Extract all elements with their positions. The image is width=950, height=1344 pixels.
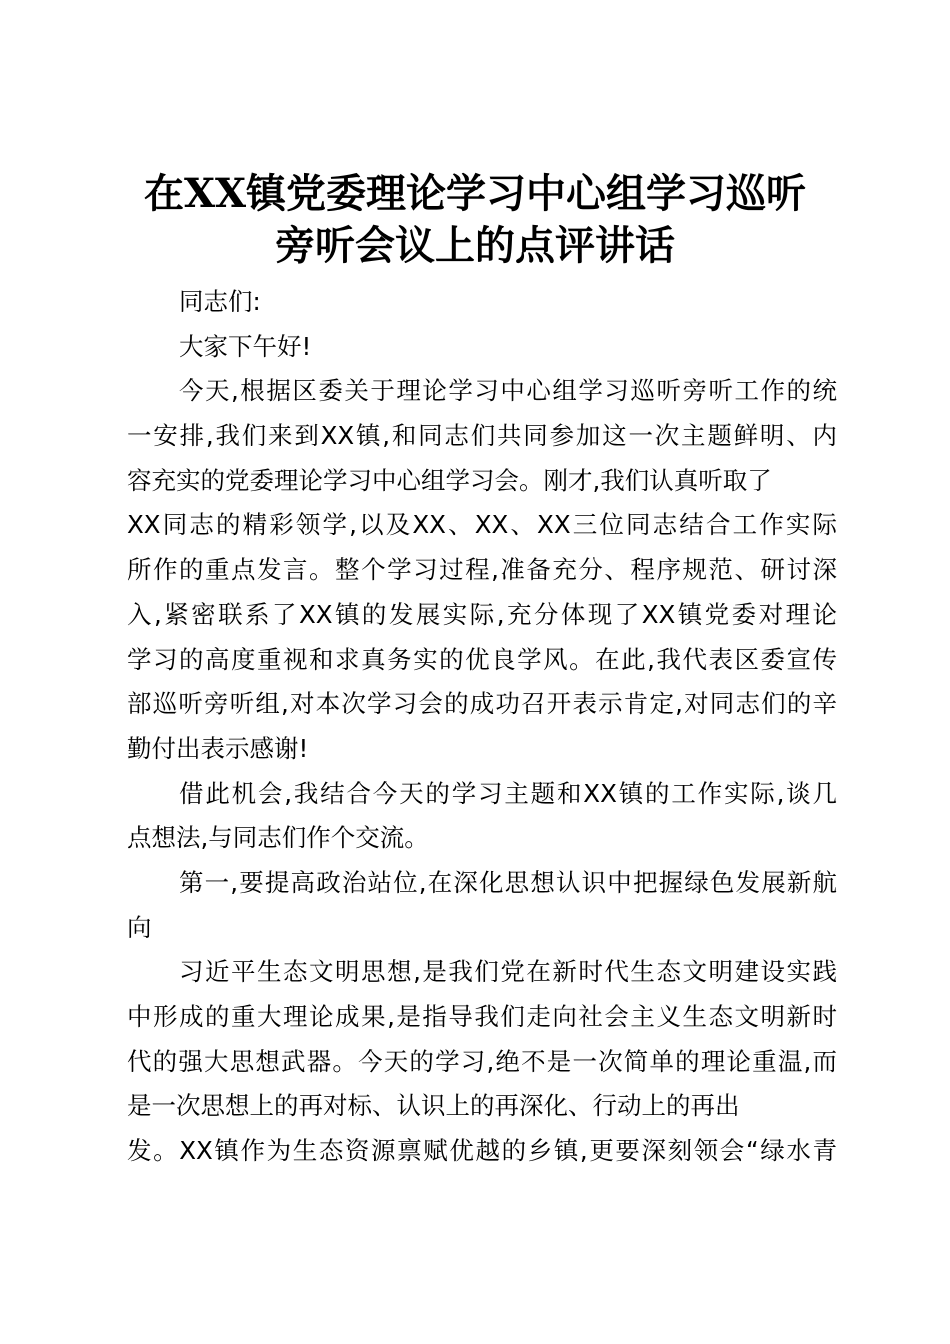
section-heading: 向 <box>127 912 152 942</box>
paragraph-line: 勤付出表示感谢! <box>127 733 309 763</box>
paragraph-line: 中形成的重大理论成果,是指导我们走向社会主义生态文明新时 <box>127 1002 837 1031</box>
paragraph-line: 容充实的党委理论学习中心组学习会。刚才,我们认真听取了 <box>127 465 772 495</box>
section-heading: 第一,要提高政治站位,在深化思想认识中把握绿色发展新航 <box>179 867 837 897</box>
paragraph-line: 学习的高度重视和求真务实的优良学风。在此,我代表区委宣传 <box>127 644 837 674</box>
document-body <box>127 280 837 1174</box>
paragraph-line: 代的强大思想武器。今天的学习,绝不是一次简单的理论重温,而 <box>127 1046 837 1076</box>
paragraph-line: 点想法,与同志们作个交流。 <box>127 823 429 853</box>
paragraph-line: 入,紧密联系了XX镇的发展实际,充分体现了XX镇党委对理论 <box>127 599 837 629</box>
paragraph-line: 借此机会,我结合今天的学习主题和XX镇的工作实际,谈几 <box>179 778 837 808</box>
salutation: 同志们: <box>179 287 261 316</box>
document-title-line-2: 旁听会议上的点评讲话 <box>275 222 675 269</box>
paragraph-line: XX同志的精彩领学,以及XX、XX、XX三位同志结合工作实际 <box>127 510 837 540</box>
paragraph-line: 是一次思想上的再对标、认识上的再深化、行动上的再出 <box>127 1091 740 1121</box>
paragraph-line: 所作的重点发言。整个学习过程,准备充分、程序规范、研讨深 <box>127 555 837 585</box>
greeting: 大家下午好! <box>179 331 312 361</box>
paragraph-line: 习近平生态文明思想,是我们党在新时代生态文明建设实践 <box>179 957 837 987</box>
paragraph-line: 部巡听旁听组,对本次学习会的成功召开表示肯定,对同志们的辛 <box>127 689 837 719</box>
paragraph-line: 一安排,我们来到XX镇,和同志们共同参加这一次主题鲜明、内 <box>127 421 837 451</box>
document-title-line-1: 在XX镇党委理论学习中心组学习巡听 <box>143 170 807 217</box>
paragraph-line: 发。XX镇作为生态资源禀赋优越的乡镇,更要深刻领会“绿水青 <box>127 1136 837 1166</box>
paragraph-line: 今天,根据区委关于理论学习中心组学习巡听旁听工作的统 <box>179 376 837 406</box>
